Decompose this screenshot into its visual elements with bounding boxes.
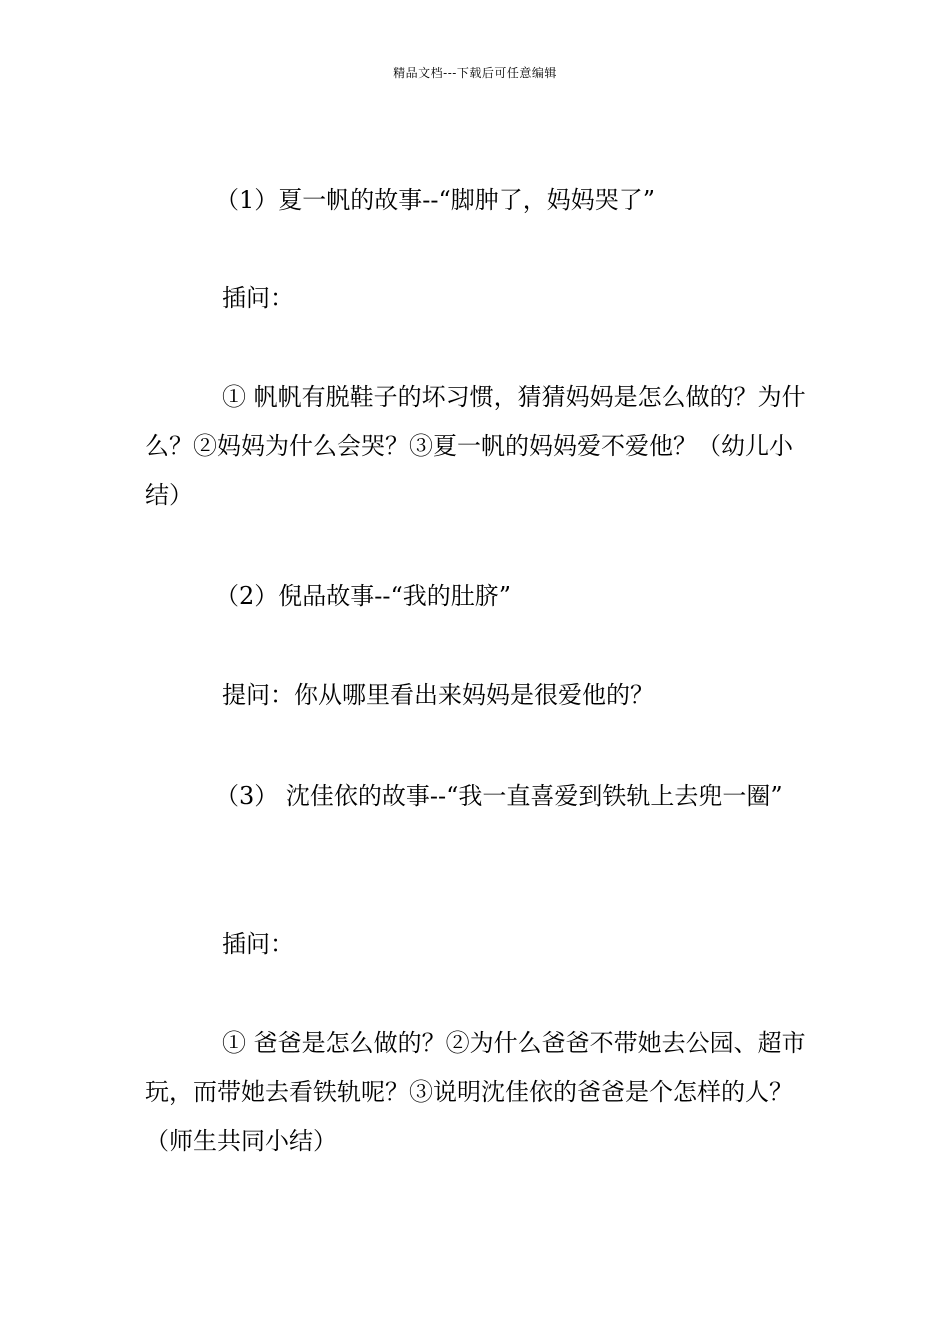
- section-1-questions: ① 帆帆有脱鞋子的坏习惯，猜猜妈妈是怎么做的？为什么？②妈妈为什么会哭？③夏一帆的妈妈爱不爱他？（幼儿小结）: [145, 383, 806, 509]
- section-3-question-label: 插问：: [222, 930, 294, 958]
- section-1-question-label: 插问：: [222, 284, 294, 312]
- section-2-question: 提问：你从哪里看出来妈妈是很爱他的？: [222, 681, 654, 709]
- section-1-title: （1）夏一帆的故事--“脚肿了，妈妈哭了”: [215, 186, 656, 214]
- page-header: 精品文档---下载后可任意编辑: [393, 66, 557, 80]
- section-2-title: （2）倪品故事--“我的肚脐”: [215, 582, 512, 610]
- section-3-title: （3） 沈佳依的故事--“我一直喜爱到铁轨上去兜一圈”: [215, 782, 783, 810]
- section-3-questions: ① 爸爸是怎么做的？②为什么爸爸不带她去公园、超市玩，而带她去看铁轨呢？③说明沈佳依的爸爸是个怎样的人？（师生共同小结）: [145, 1029, 806, 1155]
